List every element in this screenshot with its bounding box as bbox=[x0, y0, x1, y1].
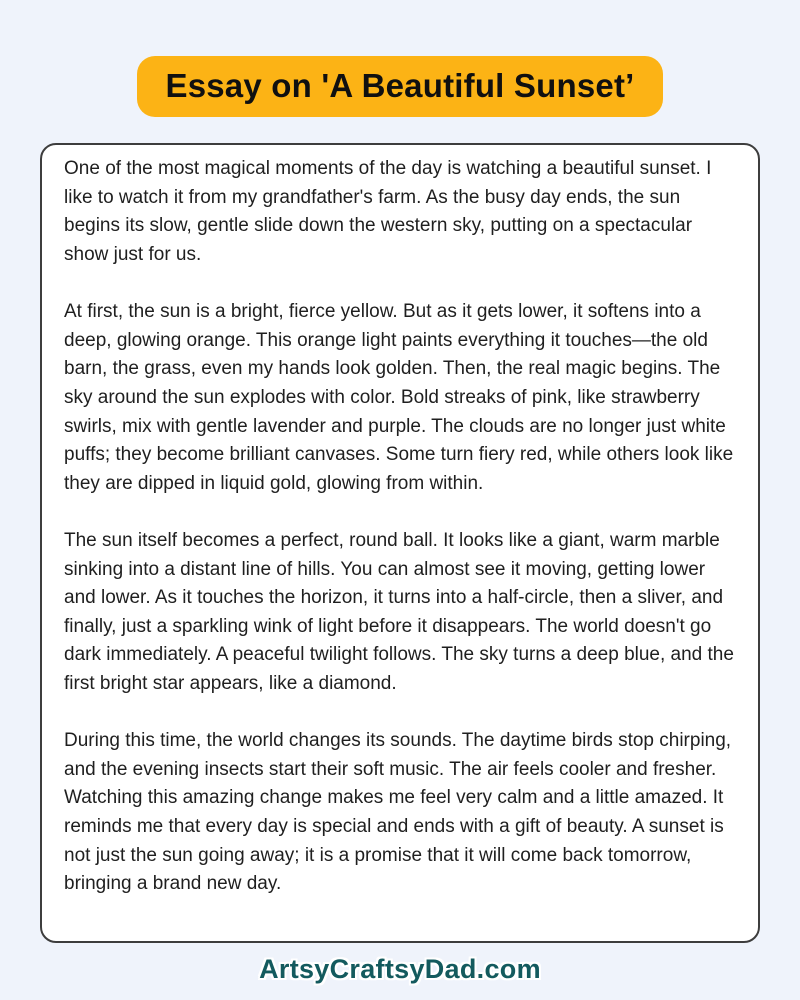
title-section bbox=[0, 0, 800, 117]
site-name: ArtsyCraftsyDad.com bbox=[259, 954, 541, 985]
essay-card bbox=[40, 143, 760, 943]
essay-paragraph: During this time, the world changes its sounds. The daytime birds stop chirping, and the evening insects start their soft music. The air feels cooler and fresher. Watching this amazing change makes me feel very calm and a little amazed. It reminds me that every day is special and ends with a gift of beauty. A sunset is not just the sun going away; it is a promise that it will come back tomorrow, bringing a brand new day. bbox=[64, 730, 732, 895]
essay-paragraph: One of the most magical moments of the day is watching a beautiful sunset. I like to watch it from my grandfather's farm. As the busy day ends, the sun begins its slow, gentle slide down the western sky, putting on a spectacular show just for us. bbox=[64, 158, 712, 266]
page-title: Essay on 'A Beautiful Sunset’ bbox=[137, 56, 662, 117]
essay-paragraph: The sun itself becomes a perfect, round ball. It looks like a giant, warm marble sinking into a distant line of hills. You can almost see it moving, getting lower and lower. As it touches the horizon, it turns into a half-circle, then a sliver, and finally, just a sparkling wink of light before it disappears. The world doesn't go dark immediately. A peaceful twilight follows. The sky turns a deep blue, and the first bright star appears, like a diamond. bbox=[64, 529, 734, 694]
essay-paragraph: At first, the sun is a bright, fierce yellow. But as it gets lower, it softens into a deep, glowing orange. This orange light paints everything it touches—the old barn, the grass, even my hands look golden. Then, the real magic begins. The sky around the sun explodes with color. Bold streaks of pink, like strawberry swirls, mix with gentle lavender and purple. The clouds are no longer just white puffs; they become brilliant canvases. Some turn fiery red, while others look like they are dipped in liquid gold, glowing from within. bbox=[64, 301, 734, 494]
